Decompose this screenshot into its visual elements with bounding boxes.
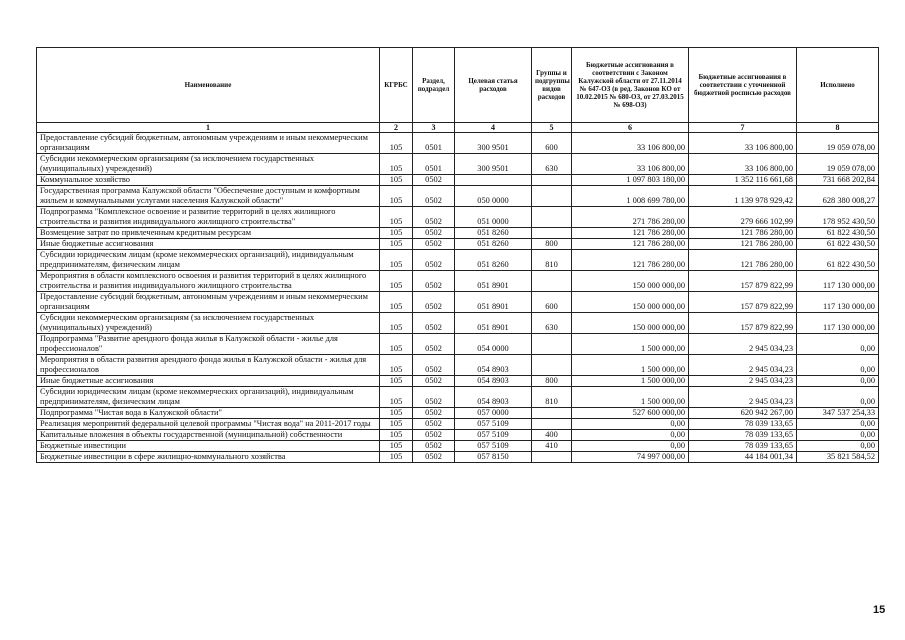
row-executed: 117 130 000,00 bbox=[797, 313, 879, 334]
table-row bbox=[37, 175, 879, 186]
row-expense-group: 600 bbox=[532, 292, 572, 313]
col-number: 6 bbox=[572, 123, 689, 133]
table-row bbox=[37, 154, 879, 175]
row-executed: 117 130 000,00 bbox=[797, 271, 879, 292]
row-kgrbs: 105 bbox=[380, 154, 413, 175]
row-law-allocation: 33 106 800,00 bbox=[572, 133, 689, 154]
header-row bbox=[37, 48, 879, 123]
table-row bbox=[37, 207, 879, 228]
row-law-allocation: 527 600 000,00 bbox=[572, 408, 689, 419]
row-law-allocation: 1 500 000,00 bbox=[572, 334, 689, 355]
row-target-article: 054 8903 bbox=[455, 387, 532, 408]
row-expense-group bbox=[532, 228, 572, 239]
row-law-allocation: 33 106 800,00 bbox=[572, 154, 689, 175]
table-row bbox=[37, 376, 879, 387]
row-name: Бюджетные инвестиции bbox=[37, 441, 380, 452]
row-target-article: 057 5109 bbox=[455, 441, 532, 452]
row-expense-group bbox=[532, 452, 572, 463]
row-name: Подпрограмма "Развитие арендного фонда жилья в Калужской области - жилье для профессионалов" bbox=[37, 334, 380, 355]
row-kgrbs: 105 bbox=[380, 452, 413, 463]
row-name: Субсидии некоммерческим организациям (за исключением государственных (муниципальных) учреждений) bbox=[37, 154, 380, 175]
row-section: 0502 bbox=[413, 207, 455, 228]
row-section: 0502 bbox=[413, 452, 455, 463]
row-law-allocation: 0,00 bbox=[572, 430, 689, 441]
row-law-allocation: 150 000 000,00 bbox=[572, 292, 689, 313]
row-section: 0502 bbox=[413, 430, 455, 441]
row-kgrbs: 105 bbox=[380, 430, 413, 441]
row-section: 0502 bbox=[413, 271, 455, 292]
row-section: 0502 bbox=[413, 376, 455, 387]
row-refined-allocation: 78 039 133,65 bbox=[689, 441, 797, 452]
row-refined-allocation: 620 942 267,00 bbox=[689, 408, 797, 419]
row-refined-allocation: 157 879 822,99 bbox=[689, 271, 797, 292]
row-executed: 0,00 bbox=[797, 441, 879, 452]
row-name: Капитальные вложения в объекты государственной (муниципальной) собственности bbox=[37, 430, 380, 441]
row-law-allocation: 121 786 280,00 bbox=[572, 228, 689, 239]
row-target-article: 057 5109 bbox=[455, 419, 532, 430]
row-executed: 0,00 bbox=[797, 355, 879, 376]
row-section: 0502 bbox=[413, 313, 455, 334]
row-kgrbs: 105 bbox=[380, 250, 413, 271]
row-target-article: 054 0000 bbox=[455, 334, 532, 355]
col-header-kgrbs: КГРБС bbox=[380, 48, 413, 123]
row-law-allocation: 1 500 000,00 bbox=[572, 387, 689, 408]
row-target-article: 050 0000 bbox=[455, 186, 532, 207]
row-executed: 61 822 430,50 bbox=[797, 228, 879, 239]
table-row bbox=[37, 133, 879, 154]
row-expense-group bbox=[532, 175, 572, 186]
table-row bbox=[37, 313, 879, 334]
table-row bbox=[37, 239, 879, 250]
table-row bbox=[37, 408, 879, 419]
budget-table bbox=[36, 47, 879, 463]
table-row bbox=[37, 186, 879, 207]
row-law-allocation: 0,00 bbox=[572, 419, 689, 430]
row-expense-group: 410 bbox=[532, 441, 572, 452]
row-refined-allocation: 44 184 001,34 bbox=[689, 452, 797, 463]
row-expense-group: 800 bbox=[532, 376, 572, 387]
table-body bbox=[37, 133, 879, 463]
row-refined-allocation: 33 106 800,00 bbox=[689, 133, 797, 154]
row-section: 0502 bbox=[413, 228, 455, 239]
row-name: Реализация мероприятий федеральной целевой программы "Чистая вода" на 2011-2017 годы bbox=[37, 419, 380, 430]
row-executed: 0,00 bbox=[797, 376, 879, 387]
row-target-article bbox=[455, 175, 532, 186]
row-name: Субсидии юридическим лицам (кроме некоммерческих организаций), индивидуальным предпринимателям, физическим лицам bbox=[37, 250, 380, 271]
row-target-article: 051 8901 bbox=[455, 271, 532, 292]
row-executed: 61 822 430,50 bbox=[797, 250, 879, 271]
row-section: 0502 bbox=[413, 441, 455, 452]
row-kgrbs: 105 bbox=[380, 186, 413, 207]
row-name: Иные бюджетные ассигнования bbox=[37, 376, 380, 387]
row-target-article: 300 9501 bbox=[455, 133, 532, 154]
row-refined-allocation: 2 945 034,23 bbox=[689, 376, 797, 387]
row-law-allocation: 121 786 280,00 bbox=[572, 250, 689, 271]
row-expense-group bbox=[532, 186, 572, 207]
row-expense-group bbox=[532, 207, 572, 228]
row-kgrbs: 105 bbox=[380, 408, 413, 419]
page-number: 15 bbox=[873, 604, 886, 616]
table-row bbox=[37, 430, 879, 441]
row-section: 0502 bbox=[413, 186, 455, 207]
row-target-article: 300 9501 bbox=[455, 154, 532, 175]
row-expense-group bbox=[532, 419, 572, 430]
row-section: 0502 bbox=[413, 175, 455, 186]
row-executed: 731 668 202,84 bbox=[797, 175, 879, 186]
column-number-row bbox=[37, 123, 879, 133]
row-law-allocation: 150 000 000,00 bbox=[572, 313, 689, 334]
row-target-article: 051 8260 bbox=[455, 228, 532, 239]
row-name: Мероприятия в области развития арендного фонда жилья в Калужской области - жилья для профессионалов bbox=[37, 355, 380, 376]
row-section: 0502 bbox=[413, 419, 455, 430]
row-kgrbs: 105 bbox=[380, 355, 413, 376]
row-executed: 628 380 008,27 bbox=[797, 186, 879, 207]
row-target-article: 051 0000 bbox=[455, 207, 532, 228]
table-row bbox=[37, 419, 879, 430]
row-law-allocation: 150 000 000,00 bbox=[572, 271, 689, 292]
row-target-article: 057 5109 bbox=[455, 430, 532, 441]
row-target-article: 051 8901 bbox=[455, 292, 532, 313]
col-number: 8 bbox=[797, 123, 879, 133]
row-law-allocation: 121 786 280,00 bbox=[572, 239, 689, 250]
row-refined-allocation: 157 879 822,99 bbox=[689, 313, 797, 334]
row-executed: 19 059 078,00 bbox=[797, 154, 879, 175]
row-law-allocation: 1 500 000,00 bbox=[572, 376, 689, 387]
col-number: 4 bbox=[455, 123, 532, 133]
row-expense-group: 800 bbox=[532, 239, 572, 250]
row-executed: 117 130 000,00 bbox=[797, 292, 879, 313]
row-section: 0501 bbox=[413, 133, 455, 154]
row-expense-group: 810 bbox=[532, 250, 572, 271]
row-refined-allocation: 1 352 116 661,68 bbox=[689, 175, 797, 186]
row-name: Мероприятия в области комплексного освоения и развития территорий в целях жилищного строительства и развития индивидуального жилищного строительства bbox=[37, 271, 380, 292]
row-name: Предоставление субсидий бюджетным, автономным учреждениям и иным некоммерческим организациям bbox=[37, 292, 380, 313]
table-row bbox=[37, 292, 879, 313]
row-section: 0502 bbox=[413, 250, 455, 271]
col-header-refined-allocations: Бюджетные ассигнования в соответствии с уточненной бюджетной росписью расходов bbox=[689, 48, 797, 123]
row-refined-allocation: 1 139 978 929,42 bbox=[689, 186, 797, 207]
row-refined-allocation: 78 039 133,65 bbox=[689, 430, 797, 441]
row-name: Государственная программа Калужской области "Обеспечение доступным и комфортным жильем и коммунальными услугами населения Калужской области" bbox=[37, 186, 380, 207]
row-target-article: 051 8260 bbox=[455, 239, 532, 250]
table-row bbox=[37, 387, 879, 408]
table-row bbox=[37, 355, 879, 376]
row-kgrbs: 105 bbox=[380, 419, 413, 430]
row-expense-group bbox=[532, 355, 572, 376]
row-name: Иные бюджетные ассигнования bbox=[37, 239, 380, 250]
row-law-allocation: 271 786 280,00 bbox=[572, 207, 689, 228]
row-refined-allocation: 121 786 280,00 bbox=[689, 250, 797, 271]
row-kgrbs: 105 bbox=[380, 271, 413, 292]
table-row bbox=[37, 228, 879, 239]
table-row bbox=[37, 441, 879, 452]
row-kgrbs: 105 bbox=[380, 334, 413, 355]
row-name: Бюджетные инвестиции в сфере жилищно-коммунального хозяйства bbox=[37, 452, 380, 463]
row-name: Подпрограмма "Комплексное освоение и развитие территорий в целях жилищного строительства и развития индивидуального жилищного строительства" bbox=[37, 207, 380, 228]
row-name: Предоставление субсидий бюджетным, автономным учреждениям и иным некоммерческим организациям bbox=[37, 133, 380, 154]
row-refined-allocation: 157 879 822,99 bbox=[689, 292, 797, 313]
col-header-expense-group: Группы и подгруппы видов расходов bbox=[532, 48, 572, 123]
row-refined-allocation: 279 666 102,99 bbox=[689, 207, 797, 228]
row-target-article: 057 8150 bbox=[455, 452, 532, 463]
row-name: Возмещение затрат по привлеченным кредитным ресурсам bbox=[37, 228, 380, 239]
row-target-article: 054 8903 bbox=[455, 355, 532, 376]
col-number: 7 bbox=[689, 123, 797, 133]
row-kgrbs: 105 bbox=[380, 376, 413, 387]
row-section: 0502 bbox=[413, 239, 455, 250]
col-number: 2 bbox=[380, 123, 413, 133]
table-row bbox=[37, 271, 879, 292]
row-refined-allocation: 2 945 034,23 bbox=[689, 334, 797, 355]
row-executed: 0,00 bbox=[797, 387, 879, 408]
row-law-allocation: 1 008 699 780,00 bbox=[572, 186, 689, 207]
col-header-target-article: Целевая статья расходов bbox=[455, 48, 532, 123]
row-section: 0502 bbox=[413, 292, 455, 313]
table-row bbox=[37, 334, 879, 355]
row-law-allocation: 1 500 000,00 bbox=[572, 355, 689, 376]
row-expense-group bbox=[532, 334, 572, 355]
row-section: 0502 bbox=[413, 355, 455, 376]
row-executed: 178 952 430,50 bbox=[797, 207, 879, 228]
row-name: Субсидии юридическим лицам (кроме некоммерческих организаций), индивидуальным предпринимателям, физическим лицам bbox=[37, 387, 380, 408]
row-expense-group: 630 bbox=[532, 313, 572, 334]
row-kgrbs: 105 bbox=[380, 387, 413, 408]
row-executed: 0,00 bbox=[797, 430, 879, 441]
row-expense-group bbox=[532, 408, 572, 419]
col-header-name: Наименование bbox=[37, 48, 380, 123]
row-target-article: 054 8903 bbox=[455, 376, 532, 387]
row-law-allocation: 0,00 bbox=[572, 441, 689, 452]
row-section: 0502 bbox=[413, 387, 455, 408]
row-target-article: 051 8260 bbox=[455, 250, 532, 271]
col-number: 1 bbox=[37, 123, 380, 133]
row-refined-allocation: 78 039 133,65 bbox=[689, 419, 797, 430]
row-expense-group: 600 bbox=[532, 133, 572, 154]
row-refined-allocation: 121 786 280,00 bbox=[689, 228, 797, 239]
col-header-executed: Исполнено bbox=[797, 48, 879, 123]
row-kgrbs: 105 bbox=[380, 228, 413, 239]
row-expense-group bbox=[532, 271, 572, 292]
row-executed: 0,00 bbox=[797, 419, 879, 430]
row-kgrbs: 105 bbox=[380, 207, 413, 228]
row-expense-group: 400 bbox=[532, 430, 572, 441]
row-name: Коммунальное хозяйство bbox=[37, 175, 380, 186]
row-kgrbs: 105 bbox=[380, 175, 413, 186]
row-name: Субсидии некоммерческим организациям (за исключением государственных (муниципальных) учреждений) bbox=[37, 313, 380, 334]
col-header-section: Раздел, подраздел bbox=[413, 48, 455, 123]
row-refined-allocation: 2 945 034,23 bbox=[689, 355, 797, 376]
row-expense-group: 630 bbox=[532, 154, 572, 175]
row-executed: 35 821 584,52 bbox=[797, 452, 879, 463]
row-law-allocation: 1 097 803 180,00 bbox=[572, 175, 689, 186]
row-name: Подпрограмма "Чистая вода в Калужской области" bbox=[37, 408, 380, 419]
row-executed: 0,00 bbox=[797, 334, 879, 355]
row-kgrbs: 105 bbox=[380, 239, 413, 250]
row-section: 0502 bbox=[413, 408, 455, 419]
row-section: 0502 bbox=[413, 334, 455, 355]
row-expense-group: 810 bbox=[532, 387, 572, 408]
row-law-allocation: 74 997 000,00 bbox=[572, 452, 689, 463]
row-kgrbs: 105 bbox=[380, 292, 413, 313]
col-number: 5 bbox=[532, 123, 572, 133]
col-number: 3 bbox=[413, 123, 455, 133]
row-executed: 61 822 430,50 bbox=[797, 239, 879, 250]
row-kgrbs: 105 bbox=[380, 133, 413, 154]
row-target-article: 057 0000 bbox=[455, 408, 532, 419]
row-kgrbs: 105 bbox=[380, 313, 413, 334]
row-section: 0501 bbox=[413, 154, 455, 175]
row-target-article: 051 8901 bbox=[455, 313, 532, 334]
col-header-law-allocations: Бюджетные ассигнования в соответствии с Законом Калужской области от 27.11.2014 № 647-ОЗ (в ред. Законов КО от 10.02.2015 № 680-ОЗ, от 27.03.2015 № 698-ОЗ) bbox=[572, 48, 689, 123]
table-row bbox=[37, 250, 879, 271]
table-row bbox=[37, 452, 879, 463]
row-executed: 19 059 078,00 bbox=[797, 133, 879, 154]
row-refined-allocation: 121 786 280,00 bbox=[689, 239, 797, 250]
row-executed: 347 537 254,33 bbox=[797, 408, 879, 419]
row-refined-allocation: 2 945 034,23 bbox=[689, 387, 797, 408]
row-kgrbs: 105 bbox=[380, 441, 413, 452]
row-refined-allocation: 33 106 800,00 bbox=[689, 154, 797, 175]
